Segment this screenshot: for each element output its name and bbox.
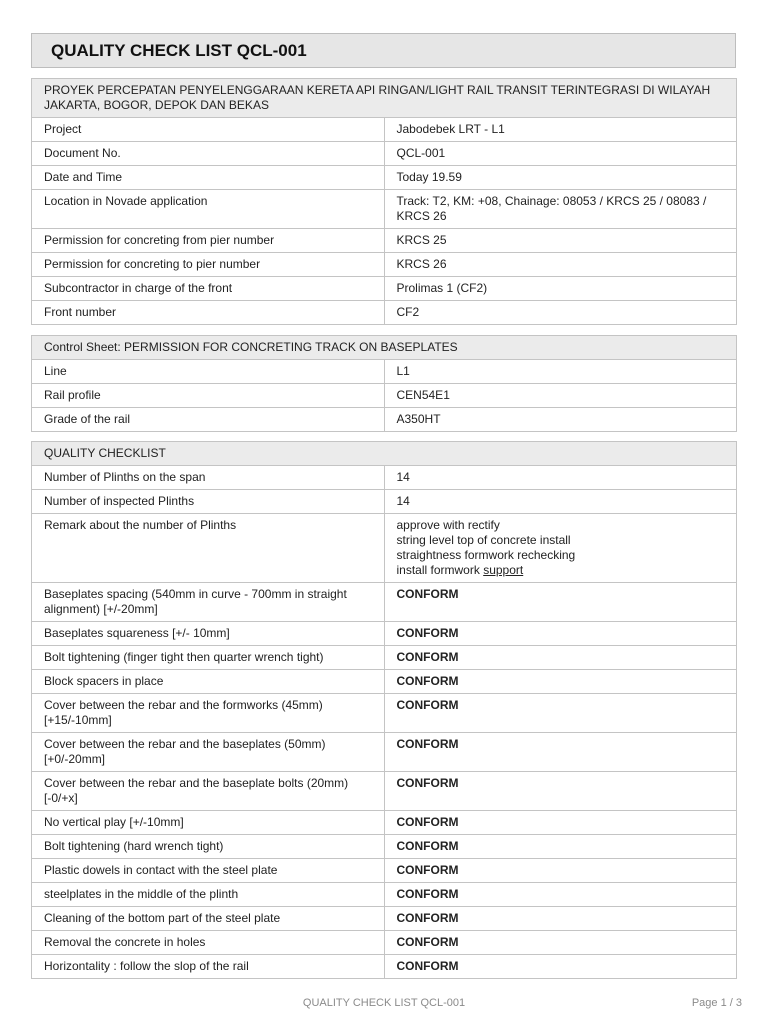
remark-text: install formwork bbox=[396, 563, 484, 577]
table-row bbox=[32, 384, 737, 408]
status-badge: CONFORM bbox=[384, 835, 737, 859]
table-row bbox=[32, 301, 737, 325]
footer-title: QUALITY CHECK LIST QCL-001 bbox=[302, 997, 466, 1009]
row-value: 14 bbox=[384, 466, 737, 490]
project-header: PROYEK PERCEPATAN PENYELENGGARAAN KERETA API RINGAN/LIGHT RAIL TRANSIT TERINTEGRASI DI WILAYAH JAKARTA, BOGOR, DEPOK DAN BEKAS bbox=[32, 79, 737, 118]
check-item-label: Plastic dowels in contact with the steel plate bbox=[32, 859, 385, 883]
table-row bbox=[32, 277, 737, 301]
check-item-row bbox=[32, 622, 737, 646]
check-item-label: Cover between the rebar and the baseplates (50mm) [+0/-20mm] bbox=[32, 733, 385, 772]
status-badge: CONFORM bbox=[384, 622, 737, 646]
row-label: Permission for concreting from pier number bbox=[32, 229, 385, 253]
check-item-row bbox=[32, 907, 737, 931]
control-header: Control Sheet: PERMISSION FOR CONCRETING TRACK ON BASEPLATES bbox=[32, 336, 737, 360]
row-label: Permission for concreting to pier number bbox=[32, 253, 385, 277]
check-item-label: Removal the concrete in holes bbox=[32, 931, 385, 955]
check-item-label: Bolt tightening (hard wrench tight) bbox=[32, 835, 385, 859]
status-badge: CONFORM bbox=[384, 859, 737, 883]
status-badge: CONFORM bbox=[384, 583, 737, 622]
row-value: CEN54E1 bbox=[384, 384, 737, 408]
table-row bbox=[32, 408, 737, 432]
row-value: A350HT bbox=[384, 408, 737, 432]
status-badge: CONFORM bbox=[384, 907, 737, 931]
status-badge: CONFORM bbox=[384, 883, 737, 907]
checklist-header: QUALITY CHECKLIST bbox=[32, 442, 737, 466]
row-value: Track: T2, KM: +08, Chainage: 08053 / KRCS 25 / 08083 / KRCS 26 bbox=[384, 190, 737, 229]
table-row bbox=[32, 118, 737, 142]
check-item-row bbox=[32, 583, 737, 622]
project-info-table bbox=[31, 78, 737, 325]
checklist-header-row bbox=[32, 442, 737, 466]
row-value: CF2 bbox=[384, 301, 737, 325]
check-item-label: Cleaning of the bottom part of the steel plate bbox=[32, 907, 385, 931]
check-item-row bbox=[32, 811, 737, 835]
row-value: L1 bbox=[384, 360, 737, 384]
remark-line: approve with rectify bbox=[396, 518, 500, 532]
check-item-row bbox=[32, 931, 737, 955]
table-row bbox=[32, 466, 737, 490]
row-value: QCL-001 bbox=[384, 142, 737, 166]
table-row bbox=[32, 360, 737, 384]
check-item-row bbox=[32, 835, 737, 859]
check-item-label: Cover between the rebar and the formworks (45mm) [+15/-10mm] bbox=[32, 694, 385, 733]
row-label: Document No. bbox=[32, 142, 385, 166]
table-row bbox=[32, 166, 737, 190]
status-badge: CONFORM bbox=[384, 733, 737, 772]
row-label: Date and Time bbox=[32, 166, 385, 190]
row-label: Rail profile bbox=[32, 384, 385, 408]
project-header-row bbox=[32, 79, 737, 118]
check-item-row bbox=[32, 883, 737, 907]
row-value: 14 bbox=[384, 490, 737, 514]
row-value: Today 19.59 bbox=[384, 166, 737, 190]
row-label: Location in Novade application bbox=[32, 190, 385, 229]
check-item-row bbox=[32, 859, 737, 883]
remark-line: straightness formwork rechecking bbox=[396, 548, 576, 562]
status-badge: CONFORM bbox=[384, 670, 737, 694]
check-item-label: Cover between the rebar and the baseplate bolts (20mm) [-0/+x] bbox=[32, 772, 385, 811]
check-item-label: Bolt tightening (finger tight then quarter wrench tight) bbox=[32, 646, 385, 670]
row-value: KRCS 25 bbox=[384, 229, 737, 253]
check-item-row bbox=[32, 670, 737, 694]
row-label: Line bbox=[32, 360, 385, 384]
check-item-label: No vertical play [+/-10mm] bbox=[32, 811, 385, 835]
document-title: QUALITY CHECK LIST QCL-001 bbox=[31, 33, 736, 68]
row-value: Prolimas 1 (CF2) bbox=[384, 277, 737, 301]
check-item-row bbox=[32, 955, 737, 979]
check-item-label: Baseplates squareness [+/- 10mm] bbox=[32, 622, 385, 646]
row-value: Jabodebek LRT - L1 bbox=[384, 118, 737, 142]
status-badge: CONFORM bbox=[384, 931, 737, 955]
check-item-row bbox=[32, 733, 737, 772]
control-sheet-table bbox=[31, 335, 737, 432]
page-number: Page 1 / 3 bbox=[691, 997, 742, 1009]
table-row bbox=[32, 253, 737, 277]
check-item-row bbox=[32, 694, 737, 733]
table-row bbox=[32, 142, 737, 166]
check-item-row bbox=[32, 772, 737, 811]
check-item-label: Block spacers in place bbox=[32, 670, 385, 694]
row-label: Grade of the rail bbox=[32, 408, 385, 432]
status-badge: CONFORM bbox=[384, 694, 737, 733]
row-label: Front number bbox=[32, 301, 385, 325]
remark-underlined-text: support bbox=[483, 563, 524, 577]
row-label: Subcontractor in charge of the front bbox=[32, 277, 385, 301]
row-label: Project bbox=[32, 118, 385, 142]
status-badge: CONFORM bbox=[384, 955, 737, 979]
check-item-label: steelplates in the middle of the plinth bbox=[32, 883, 385, 907]
control-header-row bbox=[32, 336, 737, 360]
table-row bbox=[32, 190, 737, 229]
row-label: Number of Plinths on the span bbox=[32, 466, 385, 490]
table-row bbox=[32, 490, 737, 514]
check-item-label: Baseplates spacing (540mm in curve - 700mm in straight alignment) [+/-20mm] bbox=[32, 583, 385, 622]
quality-checklist-table bbox=[31, 441, 737, 979]
status-badge: CONFORM bbox=[384, 646, 737, 670]
status-badge: CONFORM bbox=[384, 811, 737, 835]
table-row bbox=[32, 229, 737, 253]
row-value: KRCS 26 bbox=[384, 253, 737, 277]
remark-label: Remark about the number of Plinths bbox=[32, 514, 385, 583]
check-item-label: Horizontality : follow the slop of the rail bbox=[32, 955, 385, 979]
remark-line: string level top of concrete install bbox=[396, 533, 571, 547]
check-item-row bbox=[32, 646, 737, 670]
remark-value bbox=[384, 514, 737, 583]
status-badge: CONFORM bbox=[384, 772, 737, 811]
row-label: Number of inspected Plinths bbox=[32, 490, 385, 514]
remark-row bbox=[32, 514, 737, 583]
remark-line bbox=[397, 563, 731, 578]
